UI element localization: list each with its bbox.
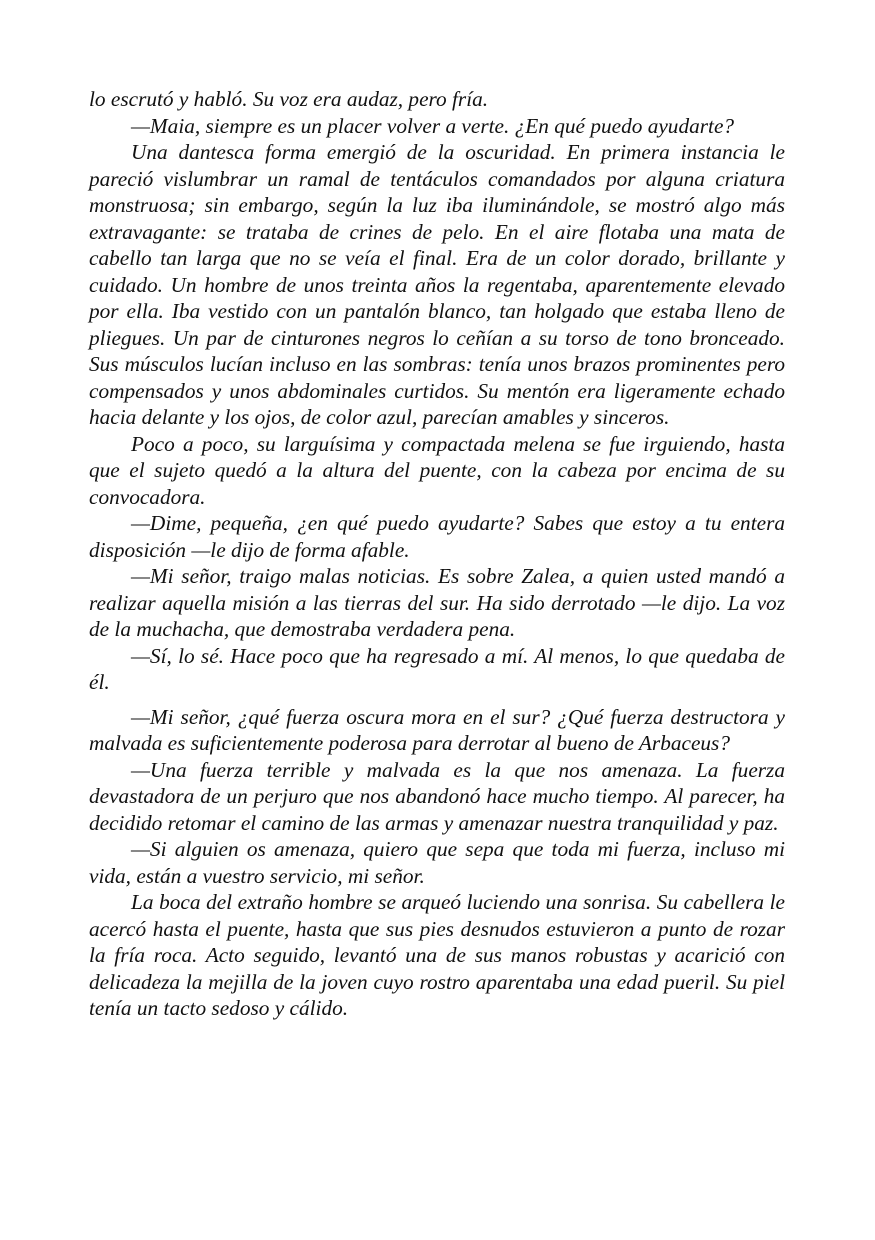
paragraph-1: lo escrutó y habló. Su voz era audaz, pero fría. (89, 87, 489, 111)
paragraph-4: Poco a poco, su larguísima y compactada melena se fue irguiendo, hasta que el sujeto quedó a la altura del puente, con la cabeza por encima de su convocadora. (89, 431, 785, 509)
paragraph-8: —Mi señor, ¿qué fuerza oscura mora en el sur? ¿Qué fuerza destructora y malvada es suficientemente poderosa para derrotar al bueno de Arbaceus? (89, 704, 785, 755)
paragraph-11: La boca del extraño hombre se arqueó luciendo una sonrisa. Su cabellera le acercó hasta el puente, hasta que sus pies desnudos estuvieron a punto de rozar la fría roca. Acto seguido, levantó una de sus manos robustas y acarició con delicadeza la mejilla de la joven cuyo rostro aparentaba una edad pueril. Su piel tenía un tacto sedoso y cálido. (89, 890, 785, 1020)
paragraph-3: Una dantesca forma emergió de la oscuridad. En primera instancia le pareció vislumbrar un ramal de tentáculos comandados por alguna criatura monstruosa; sin embargo, según la luz iba iluminándole, se mostró algo más extravagante: se trataba de crines de pelo. En el aire flotaba una mata de cabello tan larga que no se veía el final. Era de un color dorado, brillante y cuidado. Un hombre de unos treinta años la regentaba, aparentemente elevado por ella. Iba vestido con un pantalón blanco, tan holgado que estaba lleno de pliegues. Un par de cinturones negros lo ceñían a su torso de tono bronceado. Sus músculos lucían incluso en las sombras: tenía unos brazos prominentes pero compensados y unos abdominales curtidos. Su mentón era ligeramente echado hacia delante y los ojos, de color azul, parecían amables y sinceros. (89, 140, 785, 429)
paragraph-7: —Sí, lo sé. Hace poco que ha regresado a mí. Al menos, lo que quedaba de él. (89, 643, 785, 694)
page-body (89, 86, 785, 1022)
paragraph-6: —Mi señor, traigo malas noticias. Es sobre Zalea, a quien usted mandó a realizar aquella misión a las tierras del sur. Ha sido derrotado —le dijo. La voz de la muchacha, que demostraba verdadera pena. (89, 564, 785, 641)
paragraph-2: —Maia, siempre es un placer volver a verte. ¿En qué puedo ayudarte? (131, 113, 735, 138)
paragraph-10: —Si alguien os amenaza, quiero que sepa que toda mi fuerza, incluso mi vida, están a vuestro servicio, mi señor. (89, 837, 785, 888)
paragraph-9: —Una fuerza terrible y malvada es la que nos amenaza. La fuerza devastadora de un perjuro que nos abandonó hace mucho tiempo. Al parecer, ha decidido retomar el camino de las armas y amenazar nuestra tranquilidad y paz. (89, 757, 785, 835)
paragraph-5: —Dime, pequeña, ¿en qué puedo ayudarte? Sabes que estoy a tu entera disposición —le dijo de forma afable. (89, 511, 785, 562)
